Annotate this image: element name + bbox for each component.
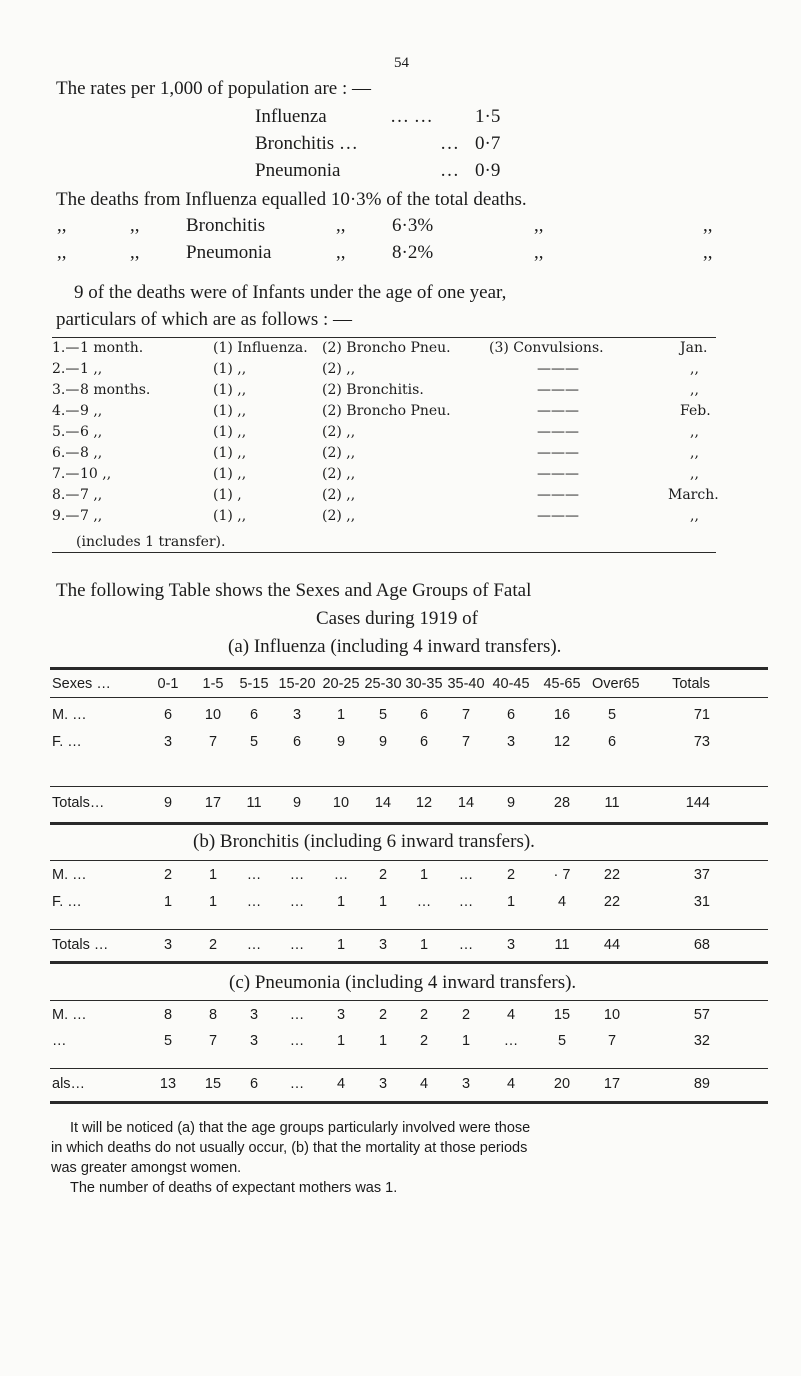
table-cell: 7: [208, 1033, 218, 1049]
table-top-rule: [50, 667, 768, 670]
table-cell: 71: [693, 707, 710, 723]
infant-cause-1: (1) ,,: [213, 508, 247, 524]
infant-cause-2: (2) ,,: [322, 487, 356, 503]
table-cell: 12: [553, 734, 571, 750]
table-cell: 14: [457, 795, 475, 811]
row-label: M. …: [52, 867, 87, 883]
table-cell: 4: [336, 1076, 346, 1092]
table-cell: 73: [693, 734, 710, 750]
table-cell: 9: [163, 795, 173, 811]
pneumonia-totals-rule: [50, 1068, 768, 1069]
rate-value-influenza: 1·5: [475, 106, 501, 127]
table-cell: 3: [249, 1007, 259, 1023]
table-cell: 17: [204, 795, 222, 811]
table-cell: 2: [208, 937, 218, 953]
infant-cause-3: ———: [537, 424, 579, 440]
pneumonia-bottom-rule: [50, 1101, 768, 1104]
table-cell: 3: [506, 937, 516, 953]
infant-cause-3: ———: [537, 445, 579, 461]
ditto-mark: ,,: [534, 242, 544, 263]
rate-label-influenza: Influenza: [255, 106, 327, 127]
table-cell: 15: [204, 1076, 222, 1092]
table-cell: …: [246, 867, 262, 883]
table-header-cell: 5-15: [239, 676, 269, 692]
table-cell: …: [458, 937, 474, 953]
table-cell: 68: [693, 937, 710, 953]
table-cell: …: [289, 894, 305, 910]
table-cell: 144: [685, 795, 710, 811]
table-cell: 5: [607, 707, 617, 723]
bronchitis-title: (b) Bronchitis (including 6 inward transfers).: [193, 831, 535, 852]
table-cell: 6: [419, 707, 429, 723]
ditto-mark: ,,: [336, 215, 346, 236]
table-cell: 1: [461, 1033, 471, 1049]
infant-month: ,,: [690, 508, 699, 524]
table-header-cell: 30-35: [405, 676, 443, 692]
table-cell: …: [246, 937, 262, 953]
infant-cause-3: ———: [537, 466, 579, 482]
infant-month: Jan.: [680, 340, 708, 356]
infant-cause-3: (3) Convulsions.: [489, 340, 604, 356]
table-cell: …: [289, 1033, 305, 1049]
table-cell: 3: [506, 734, 516, 750]
table-cell: 12: [415, 795, 433, 811]
ditto-mark: ,,: [703, 242, 713, 263]
table-header-cell: 25-30: [364, 676, 402, 692]
infant-month: Feb.: [680, 403, 711, 419]
infant-age: 7 ,,: [80, 487, 103, 503]
infant-cause-1: (1) Influenza.: [213, 340, 308, 356]
infant-cause-2: (2) ,,: [322, 445, 356, 461]
table-cell: 2: [506, 867, 516, 883]
infant-month: ,,: [690, 361, 699, 377]
row-label: F. …: [52, 734, 82, 750]
table-cell: 5: [163, 1033, 173, 1049]
influenza-bottom-rule: [50, 822, 768, 825]
table-cell: 1: [336, 894, 346, 910]
ditto-mark: ,,: [130, 242, 140, 263]
infant-number: 2.—: [52, 361, 80, 377]
row-label: …: [52, 1033, 67, 1049]
bronchitis-top-rule: [50, 860, 768, 861]
table-cell: 20: [553, 1076, 571, 1092]
infant-month: ,,: [690, 445, 699, 461]
deaths-percent: 8·2%: [392, 242, 434, 263]
table-cell: 9: [506, 795, 516, 811]
table-cell: 17: [603, 1076, 621, 1092]
table-cell: 2: [419, 1007, 429, 1023]
infant-month: March.: [668, 487, 719, 503]
table-cell: 5: [378, 707, 388, 723]
infant-age: 7 ,,: [80, 508, 103, 524]
table-cell: 89: [693, 1076, 710, 1092]
table-cell: 4: [506, 1076, 516, 1092]
infant-number: 3.—: [52, 382, 80, 398]
infants-intro: 9 of the deaths were of Infants under the age of one year,: [74, 282, 507, 303]
footer-line1: It will be noticed (a) that the age groups particularly involved were those: [70, 1120, 531, 1136]
infant-month: ,,: [690, 424, 699, 440]
table-cell: 22: [603, 867, 621, 883]
page-number: 54: [394, 55, 409, 71]
infant-cause-3: ———: [537, 403, 579, 419]
infants-footnote: (includes 1 transfer).: [76, 534, 226, 550]
table-cell: 7: [461, 707, 471, 723]
table-header-cell: Totals: [672, 676, 710, 692]
table-cell: 1: [506, 894, 516, 910]
rate-dots: …: [440, 160, 459, 181]
infant-number: 6.—: [52, 445, 80, 461]
infant-cause-1: (1) ,,: [213, 445, 247, 461]
table-cell: 6: [249, 1076, 259, 1092]
infant-number: 7.—: [52, 466, 80, 482]
table-cell: 2: [461, 1007, 471, 1023]
deaths-disease: Bronchitis: [186, 215, 266, 236]
rates-intro: The rates per 1,000 of population are : —: [56, 78, 371, 99]
table-cell: 6: [607, 734, 617, 750]
table-cell: 7: [607, 1033, 617, 1049]
table-cell: 1: [336, 1033, 346, 1049]
table-header-cell: Sexes …: [52, 676, 111, 692]
footer-line3: was greater amongst women.: [51, 1160, 242, 1176]
row-label: Totals…: [52, 795, 105, 811]
table-cell: …: [289, 1076, 305, 1092]
infant-number: 4.—: [52, 403, 80, 419]
infant-number: 1.—: [52, 340, 80, 356]
table-cell: 1: [419, 937, 429, 953]
table-header-cell: 15-20: [278, 676, 316, 692]
infant-number: 5.—: [52, 424, 80, 440]
rate-dots: …: [440, 133, 459, 154]
table-cell: 9: [378, 734, 388, 750]
table-cell: …: [289, 867, 305, 883]
ditto-mark: ,,: [534, 215, 544, 236]
table-header-cell: 35-40: [447, 676, 485, 692]
table-cell: 10: [332, 795, 350, 811]
table-cell: 10: [204, 707, 222, 723]
table-cell: 22: [603, 894, 621, 910]
infant-cause-1: (1) ,: [213, 487, 242, 503]
table-cell: 9: [292, 795, 302, 811]
table-cell: 4: [557, 894, 567, 910]
ditto-mark: ,,: [130, 215, 140, 236]
infant-age: 10 ,,: [80, 466, 112, 482]
table-header-cell: 45-65: [543, 676, 581, 692]
table-header-cell: 20-25: [322, 676, 360, 692]
table-cell: 6: [419, 734, 429, 750]
infants-top-rule: [52, 337, 716, 338]
table-cell: 3: [461, 1076, 471, 1092]
infant-cause-2: (2) Broncho Pneu.: [322, 340, 451, 356]
table-header-cell: 0-1: [157, 676, 179, 692]
deaths-disease: Pneumonia: [186, 242, 272, 263]
infant-age: 8 ,,: [80, 445, 103, 461]
table-cell: 3: [163, 734, 173, 750]
footer-line2: in which deaths do not usually occur, (b) that the mortality at those periods: [51, 1140, 528, 1156]
ditto-mark: ,,: [57, 242, 67, 263]
infant-cause-3: ———: [537, 508, 579, 524]
infants-intro-cont: particulars of which are as follows : —: [56, 309, 352, 330]
table-cell: 1: [208, 867, 218, 883]
table-cell: 4: [419, 1076, 429, 1092]
table-cell: 13: [159, 1076, 177, 1092]
infant-cause-3: ———: [537, 361, 579, 377]
table-cell: 1: [163, 894, 173, 910]
table-cell: 14: [374, 795, 392, 811]
infant-age: 6 ,,: [80, 424, 103, 440]
infant-age: 9 ,,: [80, 403, 103, 419]
table-intro-line1: [56, 580, 531, 602]
table-cell: 6: [163, 707, 173, 723]
table-cell: 4: [506, 1007, 516, 1023]
infant-cause-3: ———: [537, 487, 579, 503]
table-cell: …: [416, 894, 432, 910]
table-cell: 3: [378, 1076, 388, 1092]
infant-age: 1 month.: [80, 340, 144, 356]
infant-cause-2: (2) ,,: [322, 424, 356, 440]
infant-cause-2: (2) ,,: [322, 361, 356, 377]
deaths-percent: 6·3%: [392, 215, 434, 236]
infant-age: 1 ,,: [80, 361, 103, 377]
infant-cause-2: (2) Bronchitis.: [322, 382, 424, 398]
table-cell: 5: [249, 734, 259, 750]
table-cell: 7: [461, 734, 471, 750]
bronchitis-bottom-rule: [50, 961, 768, 964]
row-label: M. …: [52, 707, 87, 723]
ditto-mark: ,,: [703, 215, 713, 236]
infant-month: ,,: [690, 466, 699, 482]
infant-cause-1: (1) ,,: [213, 361, 247, 377]
table-cell: …: [289, 1007, 305, 1023]
table-cell: 2: [419, 1033, 429, 1049]
table-cell: …: [503, 1033, 519, 1049]
infant-number: 9.—: [52, 508, 80, 524]
deaths-line-influenza: The deaths from Influenza equalled 10·3% of the total deaths.: [56, 189, 527, 210]
influenza-title: (a) Influenza (including 4 inward transfers).: [228, 636, 562, 657]
pneumonia-title: (c) Pneumonia (including 4 inward transfers).: [229, 972, 577, 993]
table-header-cell: 1-5: [202, 676, 224, 692]
table-cell: 8: [208, 1007, 218, 1023]
table-cell: 11: [604, 795, 620, 811]
table-cell: 6: [292, 734, 302, 750]
table-cell: 6: [506, 707, 516, 723]
infant-cause-2: (2) Broncho Pneu.: [322, 403, 451, 419]
infant-cause-2: (2) ,,: [322, 508, 356, 524]
pneumonia-top-rule: [50, 1000, 768, 1001]
table-cell: 3: [378, 937, 388, 953]
table-cell: 32: [693, 1033, 710, 1049]
footer-line4: The number of deaths of expectant mothers was 1.: [70, 1180, 398, 1196]
infant-cause-2: (2) ,,: [322, 466, 356, 482]
table-cell: 57: [693, 1007, 710, 1023]
rate-label-pneumonia: Pneumonia: [255, 160, 341, 181]
row-label: Totals …: [52, 937, 109, 953]
table-cell: 1: [336, 707, 346, 723]
table-cell: …: [333, 867, 349, 883]
row-label: M. …: [52, 1007, 87, 1023]
table-cell: 11: [246, 795, 262, 811]
infant-cause-1: (1) ,,: [213, 466, 247, 482]
rate-value-pneumonia: 0·9: [475, 160, 501, 181]
infant-cause-1: (1) ,,: [213, 424, 247, 440]
table-cell: 9: [336, 734, 346, 750]
table-cell: 10: [603, 1007, 621, 1023]
table-cell: · 7: [553, 867, 571, 883]
table-cell: 44: [603, 937, 621, 953]
infant-cause-3: ———: [537, 382, 579, 398]
table-cell: 6: [249, 707, 259, 723]
bronchitis-totals-rule: [50, 929, 768, 930]
infants-bottom-rule: [52, 552, 716, 553]
table-cell: 2: [378, 1007, 388, 1023]
table-cell: 3: [292, 707, 302, 723]
table-cell: 3: [163, 937, 173, 953]
table-cell: …: [246, 894, 262, 910]
table-intro-line2: Cases during 1919 of: [316, 608, 479, 629]
table-header-rule: [50, 697, 768, 698]
table-cell: 7: [208, 734, 218, 750]
table-cell: 2: [378, 867, 388, 883]
table-cell: 3: [249, 1033, 259, 1049]
table-cell: 5: [557, 1033, 567, 1049]
rate-value-bronchitis: 0·7: [475, 133, 501, 154]
rate-label-bronchitis: Bronchitis …: [255, 133, 358, 154]
row-label: F. …: [52, 894, 82, 910]
row-label: als…: [52, 1076, 86, 1092]
table-cell: …: [458, 894, 474, 910]
infant-age: 8 months.: [80, 382, 151, 398]
infant-month: ,,: [690, 382, 699, 398]
table-cell: 16: [553, 707, 571, 723]
table-cell: …: [458, 867, 474, 883]
table-cell: …: [289, 937, 305, 953]
table-cell: 28: [553, 795, 571, 811]
table-cell: 31: [693, 894, 710, 910]
table-cell: 1: [378, 1033, 388, 1049]
rate-dots: … …: [390, 106, 433, 127]
ditto-mark: ,,: [336, 242, 346, 263]
ditto-mark: ,,: [57, 215, 67, 236]
influenza-totals-rule: [50, 786, 768, 787]
table-cell: 1: [378, 894, 388, 910]
table-cell: 1: [208, 894, 218, 910]
table-intro-text: The following Table shows the Sexes and Age Groups of Fatal: [56, 580, 532, 601]
table-cell: 1: [336, 937, 346, 953]
infant-cause-1: (1) ,,: [213, 403, 247, 419]
infant-cause-1: (1) ,,: [213, 382, 247, 398]
table-cell: 37: [693, 867, 710, 883]
table-cell: 8: [163, 1007, 173, 1023]
table-header-cell: Over65: [592, 676, 640, 692]
table-cell: 1: [419, 867, 429, 883]
table-cell: 2: [163, 867, 173, 883]
infant-number: 8.—: [52, 487, 80, 503]
table-cell: 15: [553, 1007, 571, 1023]
table-cell: 3: [336, 1007, 346, 1023]
table-cell: 11: [554, 937, 570, 953]
table-header-cell: 40-45: [492, 676, 530, 692]
